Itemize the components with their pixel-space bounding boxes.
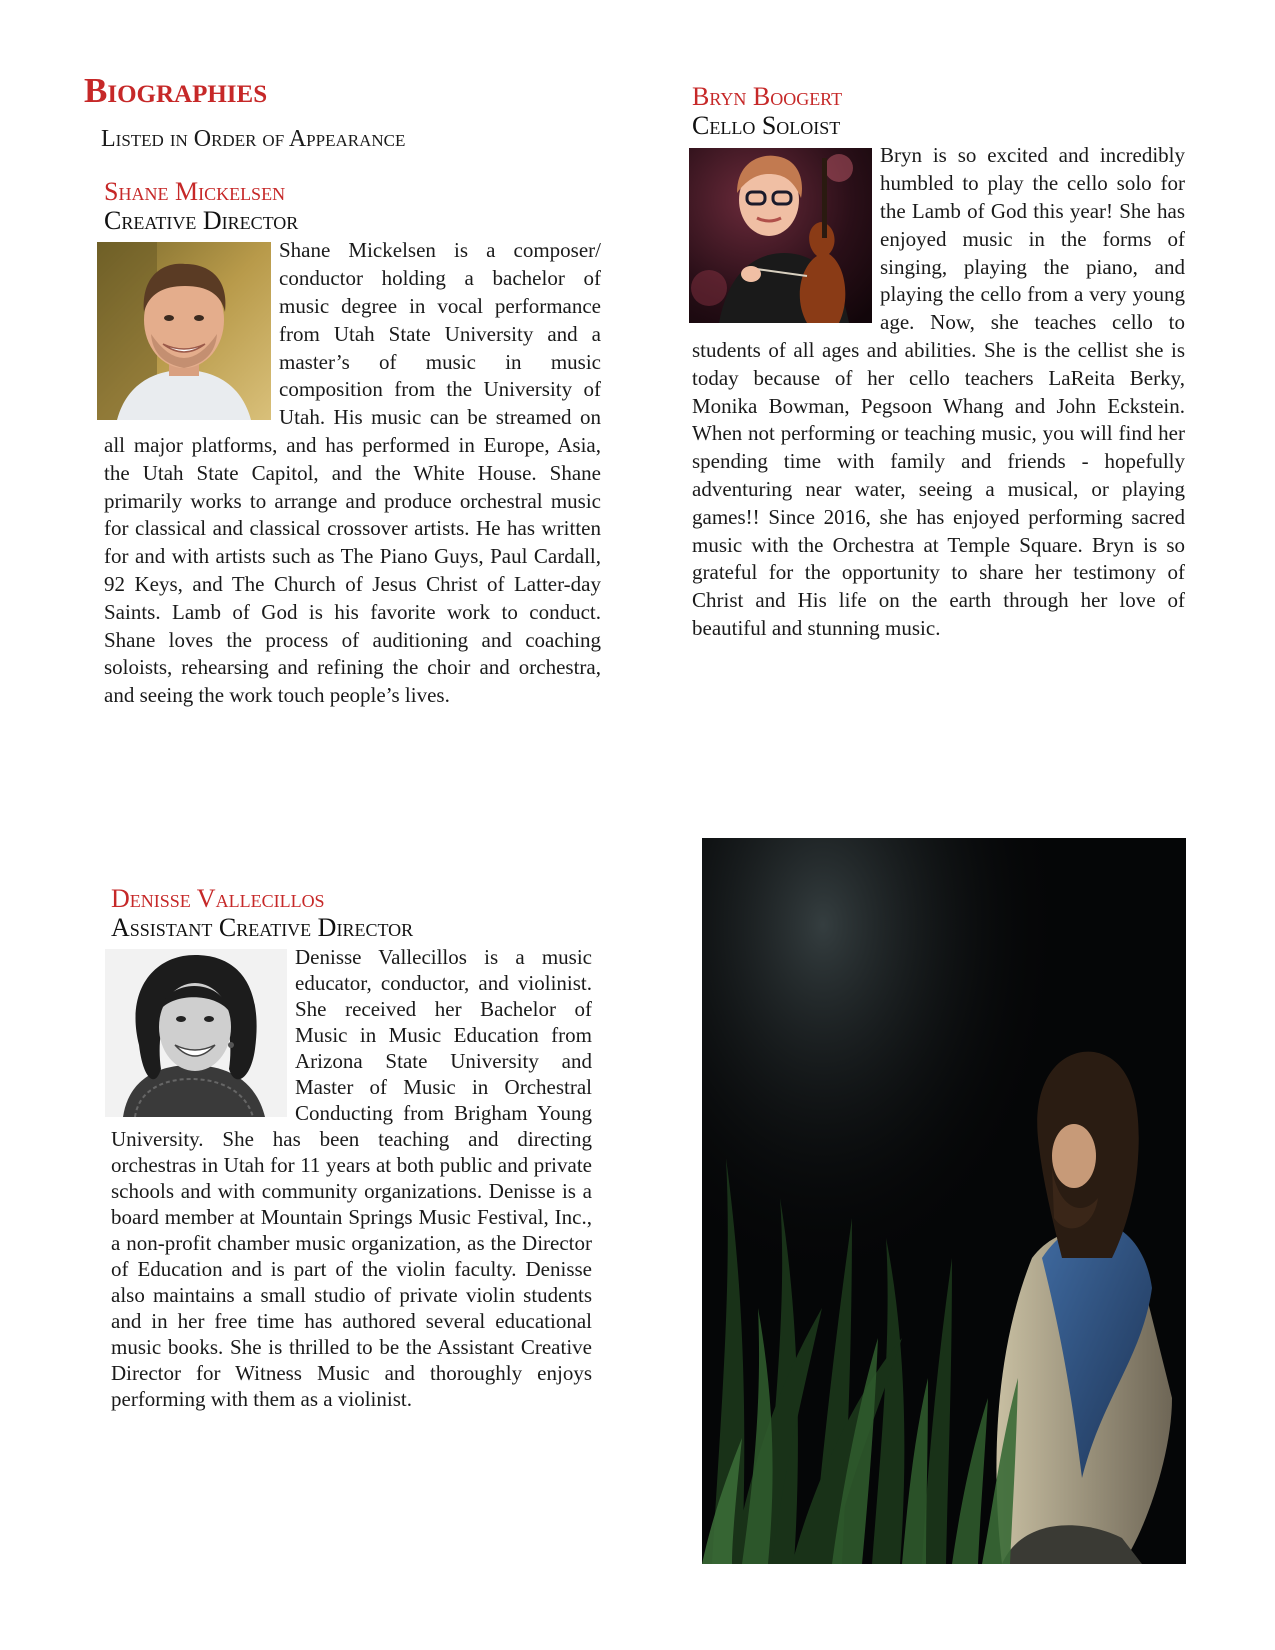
bio-denisse-vallecillos	[111, 884, 592, 1412]
bio-role: Assistant Creative Director	[111, 912, 414, 942]
page-subtitle: Listed in Order of Appearance	[101, 126, 406, 152]
bio-name: Bryn Boogert	[692, 82, 843, 111]
bio-role: Creative Director	[104, 205, 299, 235]
bio-bryn-boogert	[692, 82, 1185, 643]
bio-role: Cello Soloist	[692, 110, 841, 140]
feature-photo-christ-in-garden	[702, 838, 1186, 1564]
portrait-photo-bw	[105, 949, 287, 1117]
portrait-photo	[97, 242, 271, 420]
page-title: Biographies	[84, 71, 268, 110]
cellist-photo	[689, 148, 872, 323]
bio-text: Bryn is so excited and incredibly humbled to play the cello solo for the Lamb of God this year! She has enjoyed music in the forms of singing, playing the piano, and playing the cello from a very young age. Now, she teaches cello to students of all ages and abilities. She is the cellist she is today because of her cello teachers LaReita Berky, Monika Bowman, Pegsoon Whang and John Eckstein. When not performing or teaching music, you will find her spending time with family and friends - hopefully adventuring near water, seeing a musical, or playing games!! Since 2016, she has enjoyed performing sacred music with the Orchestra at Temple Square. Bryn is so grateful for the opportunity to share her testimony of Christ and His life on the earth through her love of beautiful and stunning music.	[692, 143, 1185, 641]
bio-name: Shane Mickelsen	[104, 177, 286, 206]
bio-name: Denisse Vallecillos	[111, 884, 325, 913]
bio-text: Shane Mickelsen is a composer/ conductor holding a bachelor of music degree in vocal performance from Utah State University and a master’s of music in music composition from the University of Utah. His music can be streamed on all major platforms, and has performed in Europe, Asia, the Utah State Capitol, and the White House. Shane primarily works to arrange and produce orchestral music for classical and classical crossover artists. He has written for and with artists such as The Piano Guys, Paul Cardall, 92 Keys, and The Church of Jesus Christ of Latter-day Saints. Lamb of God is his favorite work to conduct. Shane loves the process of auditioning and coaching soloists, rehearsing and refining the choir and orchestra, and seeing the work touch people’s lives.	[104, 238, 601, 708]
bio-text: Denisse Vallecillos is a music educator, conductor, and violinist. She received her Bachelor of Music in Music Education from Arizona State University and Master of Music in Orchestral Conducting from Brigham Young University. She has been teaching and directing orchestras in Utah for 11 years at both public and private schools and with community organizations. Denisse is a board member at Mountain Springs Music Festival, Inc., a non-profit chamber music organization, as the Director of Education and is part of the violin faculty. Denisse also maintains a small studio of private violin students and in her free time has authored several educational music books. She is thrilled to be the Assistant Creative Director for Witness Music and thoroughly enjoys performing with them as a violinist.	[111, 945, 592, 1412]
bio-shane-mickelsen	[104, 177, 601, 710]
